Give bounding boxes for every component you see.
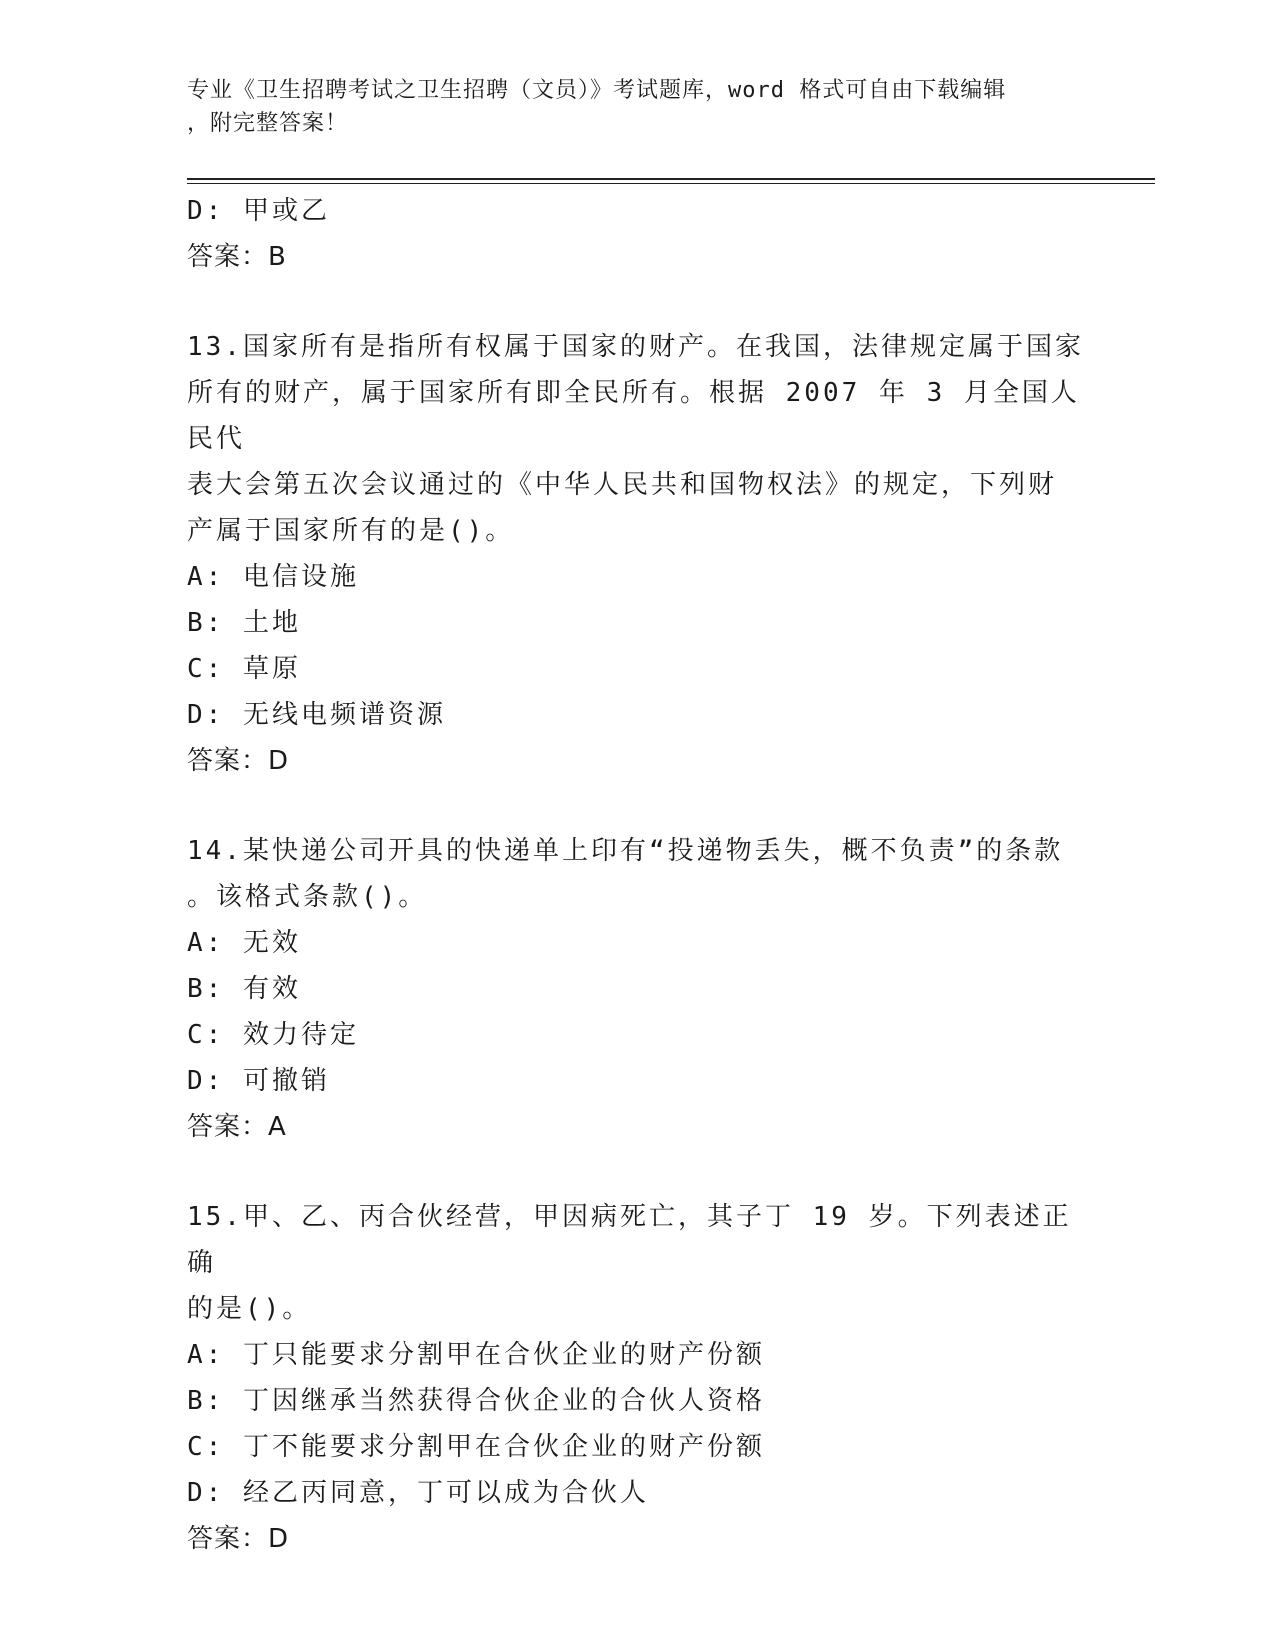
option-c: C: 草原 [187,654,301,684]
answer: 答案：D [187,1524,290,1554]
question-list [187,188,1087,1562]
question-text: 14.某快递公司开具的快递单上印有“投递物丢失，概不负责”的条款 。该格式条款()。 [187,836,1064,912]
prev-option-d: D: 甲或乙 [187,196,330,226]
option-c: C: 丁不能要求分割甲在合伙企业的财产份额 [187,1432,765,1462]
option-b: B: 有效 [187,974,301,1004]
option-a: A: 电信设施 [187,562,359,592]
question-14 [187,828,1087,1150]
question-text: 15.甲、乙、丙合伙经营，甲因病死亡，其子丁 19 岁。下列表述正确 的是()。 [187,1202,1072,1324]
prev-answer: 答案：B [187,242,287,272]
question-text: 13.国家所有是指所有权属于国家的财产。在我国，法律规定属于国家 所有的财产，属于国家所有即全民所有。根据 2007 年 3 月全国人民代 表大会第五次会议通过的《中华人民共和国物权法》的规定，下列财 产属于国家所有的是()。 [187,332,1084,546]
answer: 答案：D [187,746,290,776]
option-a: A: 无效 [187,928,301,958]
header-rule-thick [187,178,1155,180]
option-b: B: 土地 [187,608,301,638]
option-d: D: 无线电频谱资源 [187,700,446,730]
header-rule-thin [187,183,1155,184]
option-a: A: 丁只能要求分割甲在合伙企业的财产份额 [187,1340,765,1370]
option-b: B: 丁因继承当然获得合伙企业的合伙人资格 [187,1386,765,1416]
answer: 答案：A [187,1112,287,1142]
option-d: D: 可撤销 [187,1066,330,1096]
option-c: C: 效力待定 [187,1020,359,1050]
question-15 [187,1194,1087,1562]
option-d: D: 经乙丙同意，丁可以成为合伙人 [187,1478,649,1508]
document-header: 专业《卫生招聘考试之卫生招聘（文员）》考试题库，word 格式可自由下载编辑 ，附完整答案！ [187,78,1007,136]
question-13 [187,324,1087,784]
